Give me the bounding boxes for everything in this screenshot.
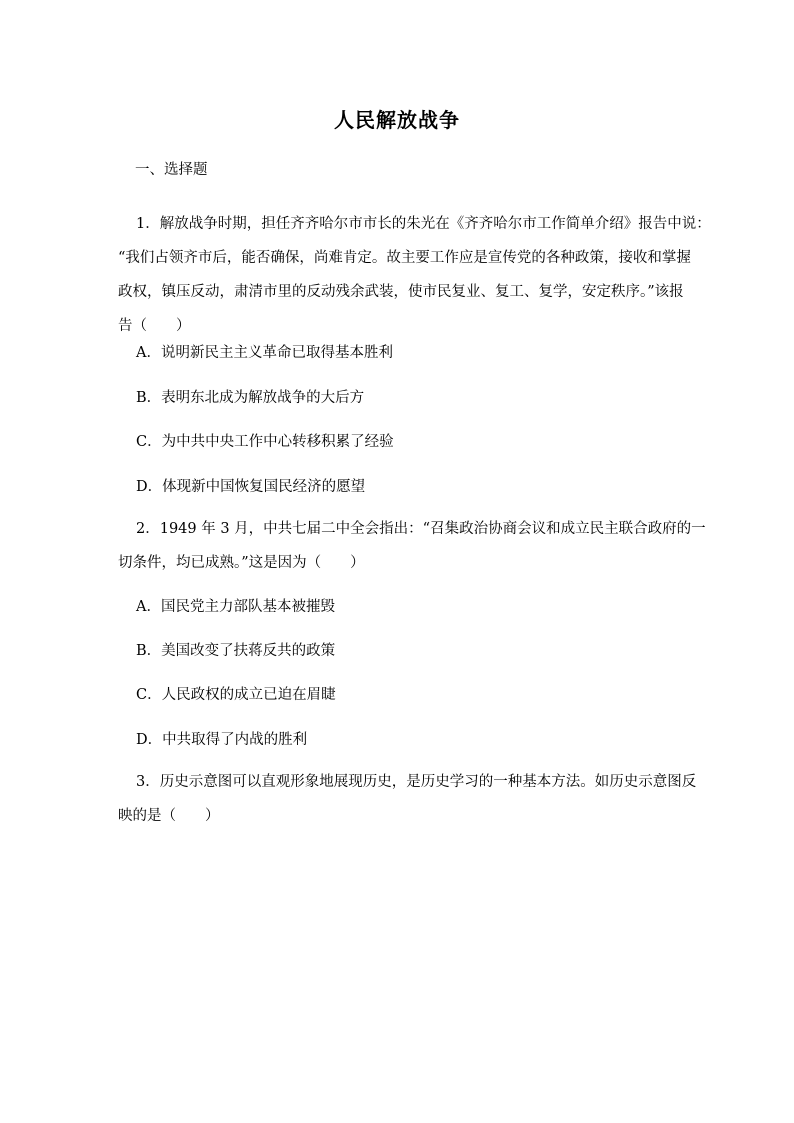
question-1-option-b[interactable]: B．表明东北成为解放战争的大后方 [136, 390, 365, 406]
question-1-option-d[interactable]: D．体现新中国恢复国民经济的愿望 [136, 479, 366, 495]
question-3-line: 映的是（ ） [118, 808, 220, 824]
document-title: 人民解放战争 [334, 108, 460, 132]
question-2-option-b[interactable]: B．美国改变了扶蒋反共的政策 [136, 643, 336, 659]
question-1-line: 1．解放战争时期，担任齐齐哈尔市市长的朱光在《齐齐哈尔市工作简单介绍》报告中说： [136, 216, 711, 232]
question-1-line: 告（ ） [118, 318, 191, 334]
question-3-stem [118, 765, 697, 833]
question-2-line: 2．1949 年 3 月，中共七届二中全会指出：“召集政治协商会议和成立民主联合政府的一 [136, 521, 706, 537]
question-2-option-d[interactable]: D．中共取得了内战的胜利 [136, 732, 308, 748]
question-2-line: 切条件，均已成熟。”这是因为（ ） [118, 555, 365, 571]
question-1-line: “我们占领齐市后，能否确保，尚难肯定。故主要工作应是宣传党的各种政策，接收和掌握 [118, 250, 691, 266]
question-1-stem [118, 207, 711, 343]
question-2-option-a[interactable]: A．国民党主力部队基本被摧毁 [136, 599, 335, 615]
question-1-line: 政权，镇压反动，肃清市里的反动残余武装，使市民复业、复工、复学，安定秩序。”该报 [118, 284, 684, 300]
question-3-line: 3．历史示意图可以直观形象地展现历史，是历史学习的一种基本方法。如历史示意图反 [136, 774, 697, 790]
section-heading: 一、选择题 [135, 162, 208, 178]
question-1-option-a[interactable]: A．说明新民主主义革命已取得基本胜利 [136, 345, 393, 361]
question-2-option-c[interactable]: C．人民政权的成立已迫在眉睫 [136, 687, 336, 703]
question-2-stem [118, 512, 706, 580]
question-1-option-c[interactable]: C．为中共中央工作中心转移积累了经验 [136, 434, 394, 450]
